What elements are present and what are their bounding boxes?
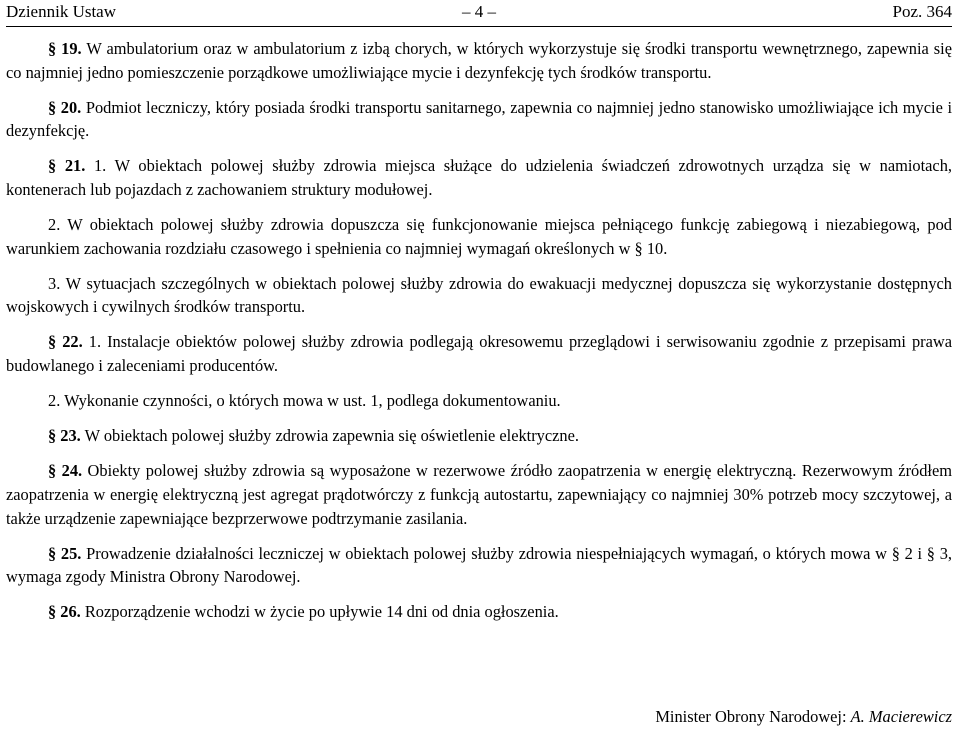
paragraph-21-1 <box>6 154 952 201</box>
signature-block <box>655 707 952 727</box>
paragraph-text: 1. W obiektach polowej służby zdrowia miejsca służące do udzielenia świadczeń zdrowotnych urządza się w namiotach, kontenerach lub pojazdach z zachowaniem struktury modułowej. <box>6 156 952 199</box>
paragraph-text: W obiektach polowej służby zdrowia zapewnia się oświetlenie elektryczne. <box>80 426 579 446</box>
section-number: § 22. <box>48 332 83 352</box>
paragraph-21-3 <box>6 272 952 319</box>
paragraph-19 <box>6 37 952 84</box>
paragraph-25 <box>6 542 952 589</box>
signature-name: A. Macierewicz <box>850 707 952 726</box>
section-number: § 23. <box>48 426 81 446</box>
paragraph-text: 2. W obiektach polowej służby zdrowia dopuszcza się funkcjonowanie miejsca pełniącego funkcję zabiegową i niezabiegową, pod warunkiem zachowania rozdziału czasowego i spełnienia co najmniej wymagań określonych w § 10. <box>6 215 952 258</box>
journal-title: Dziennik Ustaw <box>6 2 117 21</box>
signature-label: Minister Obrony Narodowej: <box>655 707 851 726</box>
document-body <box>6 27 952 624</box>
paragraph-text: Podmiot leczniczy, który posiada środki transportu sanitarnego, zapewnia co najmniej jedno stanowisko umożliwiające ich mycie i dezynfekcję. <box>6 97 952 141</box>
paragraph-26 <box>6 600 952 624</box>
paragraph-21-2 <box>6 213 952 260</box>
section-number: § 20. <box>48 97 82 117</box>
paragraph-22-1 <box>6 330 952 377</box>
section-number: § 25. <box>48 543 82 563</box>
section-number: § 19. <box>48 39 82 58</box>
section-number: § 24. <box>48 461 83 481</box>
page-header <box>6 0 952 27</box>
paragraph-text: Obiekty polowej służby zdrowia są wyposażone w rezerwowe źródło zaopatrzenia w energię elektryczną. Rezerwowym źródłem zaopatrzenia w energię elektryczną jest agregat prądotwórczy z funkcją autostartu, zapewniający co najmniej 30% potrzeb mocy szczytowej, a także urządzenie zapewniające bezprzerwowe podtrzymanie zasilania. <box>6 461 952 528</box>
section-number: § 21. <box>48 156 86 176</box>
paragraph-text: Rozporządzenie wchodzi w życie po upływie 14 dni od dnia ogłoszenia. <box>80 602 559 622</box>
paragraph-22-2 <box>6 389 952 413</box>
paragraph-text: 2. Wykonanie czynności, o których mowa w ust. 1, podlega dokumentowaniu. <box>48 391 561 411</box>
paragraph-text: Prowadzenie działalności leczniczej w obiektach polowej służby zdrowia niespełniających wymagań, o których mowa w § 2 i § 3, wymaga zgody Ministra Obrony Narodowej. <box>6 543 952 587</box>
section-number: § 26. <box>48 602 81 622</box>
page-number: – 4 – <box>462 2 496 21</box>
position-number: Poz. 364 <box>892 2 952 21</box>
paragraph-text: 1. Instalacje obiektów polowej służby zdrowia podlegają okresowemu przeglądowi i serwisowaniu zgodnie z przepisami prawa budowlanego i zaleceniami producentów. <box>6 332 952 376</box>
paragraph-text: 3. W sytuacjach szczególnych w obiektach polowej służby zdrowia do ewakuacji medycznej dopuszcza się wykorzystanie dostępnych wojskowych i cywilnych środków transportu. <box>6 273 952 317</box>
paragraph-23 <box>6 424 952 448</box>
paragraph-24 <box>6 459 952 530</box>
paragraph-20 <box>6 96 952 143</box>
paragraph-text: W ambulatorium oraz w ambulatorium z izbą chorych, w których wykorzystuje się środki transportu wewnętrznego, zapewnia się co najmniej jedno pomieszczenie porządkowe umożliwiające mycie i dezynfekcję tych środków transportu. <box>6 39 953 82</box>
